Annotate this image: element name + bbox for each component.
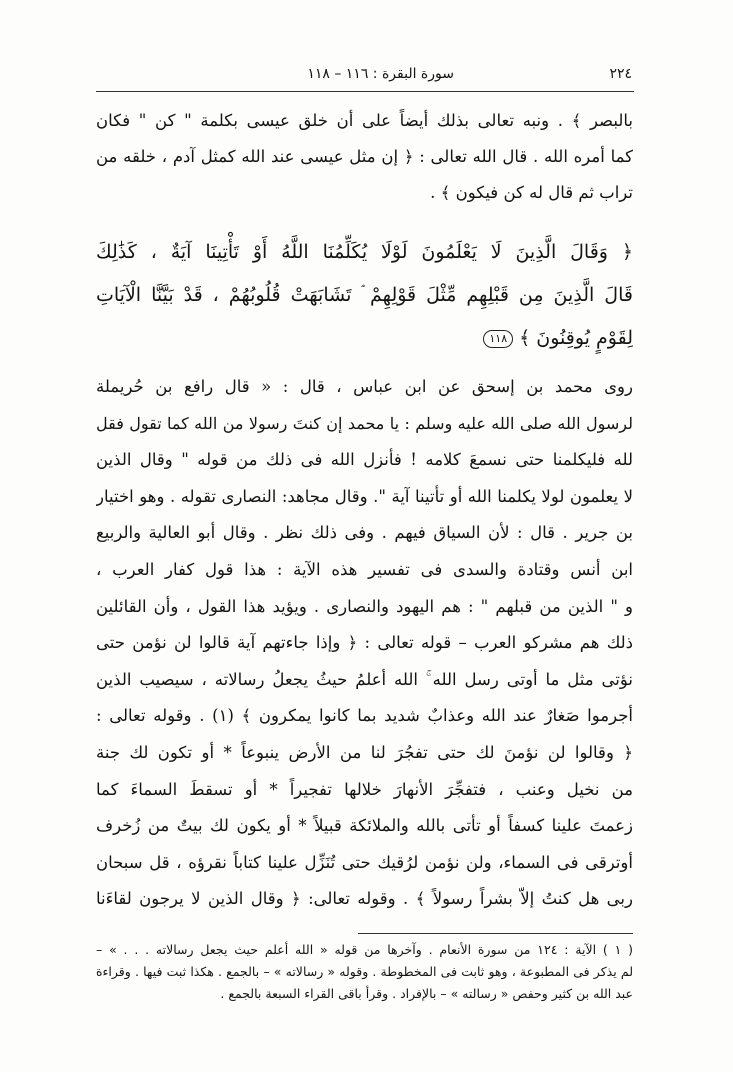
text-line: بالبصر ﴾ . ونبه تعالى بذلك أيضاً على أن خلق عيسى بكلمة " كن " فكان xyxy=(96,111,633,130)
text-line: أجرموا صَغارٌ عند الله وعذابٌ شديد بما كانوا يمكرون ﴾ (١) . وقوله تعالى : xyxy=(96,706,633,726)
text-line: لله فليكلمنا حتى نسمعَ كلامه ! فأنزل الله فى ذلك من قوله " وقال الذين xyxy=(96,450,633,470)
surah-title: سورة البقرة : ١١٦ – ١١٨ xyxy=(307,66,454,82)
verse-line: ﴿ وَقَالَ الَّذِينَ لَا يَعْلَمُونَ لَوْلَا يُكَلِّمُنَا اللَّهُ أَوْ تَأْتِينَا آيَةٌ ، كَذَٰلِكَ xyxy=(96,241,633,263)
text-line: أوترقى فى السماء، ولن نؤمن لرُقيك حتى تُنَزِّل علينا كتاباً نقرؤه ، قل سبحان xyxy=(96,852,633,872)
verse-line-final xyxy=(96,317,633,360)
text-line: ابن أنس وقتادة والسدى فى تفسير هذه الآية : هذا قول كفار العرب ، xyxy=(96,559,633,579)
text-line: تراب ثم قال له كن فيكون ﴾ . xyxy=(430,183,633,202)
verse-line: قَالَ الَّذِينَ مِن قَبْلِهِم مِّثْلَ قَوْلِهِمْ ۘ تَشَابَهَتْ قُلُوبُهُمْ ، قَدْ بَيَّنَّا الْآيَاتِ xyxy=(96,284,633,306)
footnote-rule xyxy=(358,933,633,934)
page-number: ٢٢٤ xyxy=(609,66,632,82)
header-rule xyxy=(96,91,634,92)
text-line: ﴿ وقالوا لن نؤمنَ لك حتى تفجُرَ لنا من الأرض ينبوعاً * أو تكون لك جنة xyxy=(96,742,633,762)
text-line: روى محمد بن إسحق عن ابن عباس ، قال : « قال رافع بن حُريملة xyxy=(96,377,633,396)
commentary xyxy=(96,369,633,918)
text-line: بن جرير . قال : لأن السياق فيهم . وفى ذلك نظر . وقال أبو العالية والربيع xyxy=(96,523,633,543)
ayah-number-badge: ١١٨ xyxy=(483,330,513,348)
footnote-line: ( ١ ) الآية : ١٢٤ من سورة الأنعام . وآخرها من قوله « الله أعلم حيث يجعل رسالاته . . . » – xyxy=(96,942,633,957)
text-line: لرسول الله صلى الله عليه وسلم : يا محمد إن كنتَ رسولا من الله كما تقول فقل xyxy=(96,413,633,433)
text-line: زعمتَ علينا كسفاً أو تأتى بالله والملائكة قبيلاً * أو يكون لك بيتٌ من زُخرف xyxy=(96,816,633,836)
text-line: نؤتى مثل ما أوتى رسل الله ۚ الله أعلمُ حيثُ يجعلُ رسالاته ، سيصيب الذين xyxy=(96,669,633,689)
footnote-line: عبد الله بن كثير وحفص « رسالته » – بالإفراد . وقرأ باقى القراء السبعة بالجمع . xyxy=(220,986,633,1001)
text-line: ربى هل كنتُ إلاّ بشراً رسولاً ﴾ . وقوله تعالى: ﴿ وقال الذين لا يرجون لقاءَنا xyxy=(96,889,633,909)
quran-verse xyxy=(96,231,633,360)
footnotes xyxy=(96,939,633,1005)
text-line: كما أمره الله . قال الله تعالى : ﴿ إن مثل عيسى عند الله كمثل آدم ، خلقه من xyxy=(96,147,633,166)
verse-line-text: لِقَوْمٍ يُوقِنُونَ ﴾ xyxy=(519,327,633,349)
footnote-line: لم يذكر فى المطبوعة ، وهو ثابت فى المخطوطة . وقوله « رسالاته » – بالجمع . هكذا ثبت فيها . وقراءة xyxy=(96,964,633,979)
text-line: ذلك هم مشركو العرب – قوله تعالى : ﴿ وإذا جاءتهم آية قالوا لن نؤمن حتى xyxy=(96,633,633,653)
text-line: و " الذين من قبلهم " : هم اليهود والنصارى . ويؤيد هذا القول ، وأن القائلين xyxy=(96,596,633,616)
text-line: لا يعلمون لولا يكلمنا الله أو تأتينا آية ". وقال مجاهد: النصارى تقوله . وهو اختيار xyxy=(96,486,633,506)
intro-paragraph xyxy=(96,103,633,211)
running-header xyxy=(96,66,632,88)
text-line: من نخيل وعنب ، فتفجِّرَ الأنهارَ خلالها تفجيراً * أو تسقطَ السماءَ كما xyxy=(96,779,633,799)
